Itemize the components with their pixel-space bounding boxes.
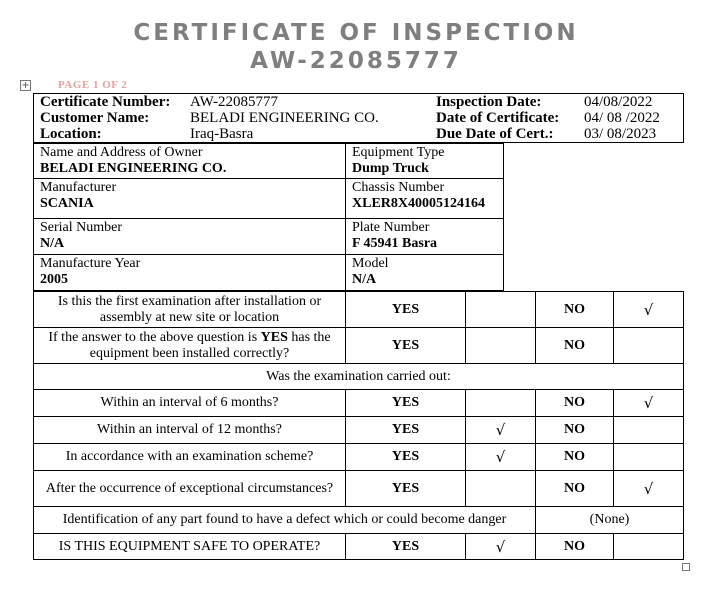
- inspection-questions-table: [33, 291, 684, 560]
- question-row: [34, 390, 684, 417]
- certificate-header: [33, 93, 684, 143]
- year-label: Manufacture Year: [40, 256, 141, 271]
- header-row-2: [34, 110, 683, 126]
- owner-value: BELADI ENGINEERING CO.: [40, 161, 227, 176]
- customer-label: Customer Name:: [40, 110, 150, 126]
- location-value: Iraq-Basra: [190, 126, 254, 142]
- inspection-date-value: 04/08/2022: [584, 94, 653, 110]
- type-cell: [346, 144, 504, 179]
- yes-check-mark: √: [466, 417, 536, 444]
- yes-label: YES: [346, 292, 466, 328]
- owner-label: Name and Address of Owner: [40, 145, 203, 160]
- yes-label: YES: [346, 390, 466, 417]
- equipment-info-table: [33, 143, 684, 291]
- date-of-cert-value: 04/ 08 /2022: [584, 110, 660, 126]
- yes-check-cell: [466, 328, 536, 364]
- plate-label: Plate Number: [352, 220, 430, 235]
- yes-label: YES: [346, 444, 466, 471]
- certificate-id-title: AW-22085777: [250, 48, 462, 74]
- location-label: Location:: [40, 126, 102, 142]
- header-row-3: [34, 126, 683, 142]
- no-check-cell: [614, 444, 684, 471]
- type-value: Dump Truck: [352, 161, 429, 176]
- question-row: [34, 417, 684, 444]
- question-row: [34, 507, 684, 534]
- plate-cell: [346, 219, 504, 255]
- inspection-date-label: Inspection Date:: [436, 94, 542, 110]
- yes-check-cell: [466, 390, 536, 417]
- serial-cell: [34, 219, 346, 255]
- due-date-label: Due Date of Cert.:: [436, 126, 554, 142]
- no-check-mark: √: [614, 471, 684, 507]
- question-text: Within an interval of 12 months?: [34, 417, 346, 444]
- chassis-cell: [346, 179, 504, 219]
- yes-label: YES: [346, 534, 466, 560]
- question-text: Within an interval of 6 months?: [34, 390, 346, 417]
- manufacturer-cell: [34, 179, 346, 219]
- due-date-value: 03/ 08/2023: [584, 126, 657, 142]
- yes-check-cell: [466, 292, 536, 328]
- serial-value: N/A: [40, 236, 65, 251]
- no-label: NO: [536, 471, 614, 507]
- certificate-table: [33, 93, 684, 560]
- question-text: [34, 328, 346, 364]
- table-resize-handle[interactable]: [682, 563, 690, 571]
- section-row: [34, 364, 684, 390]
- owner-cell: [34, 144, 346, 179]
- certificate-title: CERTIFICATE OF INSPECTION: [133, 20, 579, 46]
- info-row: [34, 144, 685, 179]
- question-row: [34, 292, 684, 328]
- manufacturer-label: Manufacturer: [40, 180, 117, 195]
- question-text-bold: YES: [260, 329, 288, 345]
- no-label: NO: [536, 328, 614, 364]
- question-row: [34, 328, 684, 364]
- question-text: Identification of any part found to have a defect which or could become danger: [34, 507, 536, 534]
- customer-value: BELADI ENGINEERING CO.: [190, 110, 379, 126]
- no-check-mark: √: [614, 390, 684, 417]
- model-cell: [346, 255, 504, 291]
- date-of-cert-label: Date of Certificate:: [436, 110, 560, 126]
- question-text: After the occurrence of exceptional circumstances?: [34, 471, 346, 507]
- question-text: In accordance with an examination scheme?: [34, 444, 346, 471]
- yes-label: YES: [346, 417, 466, 444]
- question-row: [34, 444, 684, 471]
- no-label: NO: [536, 534, 614, 560]
- serial-label: Serial Number: [40, 220, 123, 235]
- no-label: NO: [536, 390, 614, 417]
- no-check-cell: [614, 328, 684, 364]
- section-heading: Was the examination carried out:: [34, 364, 684, 390]
- yes-check-cell: [466, 471, 536, 507]
- no-check-cell: [614, 417, 684, 444]
- no-check-cell: [614, 534, 684, 560]
- plate-value: F 45941 Basra: [352, 236, 438, 251]
- yes-check-mark: √: [466, 534, 536, 560]
- question-text: Is this the first examination after installation or assembly at new site or location: [34, 292, 346, 328]
- chassis-label: Chassis Number: [352, 180, 445, 195]
- header-row-1: [34, 94, 683, 110]
- cert-number-label: Certificate Number:: [40, 94, 171, 110]
- year-value: 2005: [40, 272, 68, 287]
- manufacturer-value: SCANIA: [40, 196, 94, 211]
- table-move-handle-icon[interactable]: +: [21, 80, 30, 91]
- cert-number-value: AW-22085777: [190, 94, 278, 110]
- blank-cell: [504, 144, 685, 291]
- type-label: Equipment Type: [352, 145, 445, 160]
- yes-label: YES: [346, 328, 466, 364]
- page-label: PAGE 1 OF 2: [58, 79, 128, 91]
- question-text-part: has the equipment been installed correctly?: [89, 329, 331, 361]
- model-value: N/A: [352, 272, 377, 287]
- defect-answer: (None): [536, 507, 684, 534]
- no-label: NO: [536, 444, 614, 471]
- question-text-part: If the answer to the above question is: [48, 329, 261, 345]
- no-label: NO: [536, 292, 614, 328]
- no-label: NO: [536, 417, 614, 444]
- question-row: [34, 534, 684, 560]
- yes-check-mark: √: [466, 444, 536, 471]
- question-text: IS THIS EQUIPMENT SAFE TO OPERATE?: [34, 534, 346, 560]
- model-label: Model: [352, 256, 389, 271]
- no-check-mark: √: [614, 292, 684, 328]
- question-row: [34, 471, 684, 507]
- chassis-value: XLER8X40005124164: [352, 196, 486, 211]
- year-cell: [34, 255, 346, 291]
- yes-label: YES: [346, 471, 466, 507]
